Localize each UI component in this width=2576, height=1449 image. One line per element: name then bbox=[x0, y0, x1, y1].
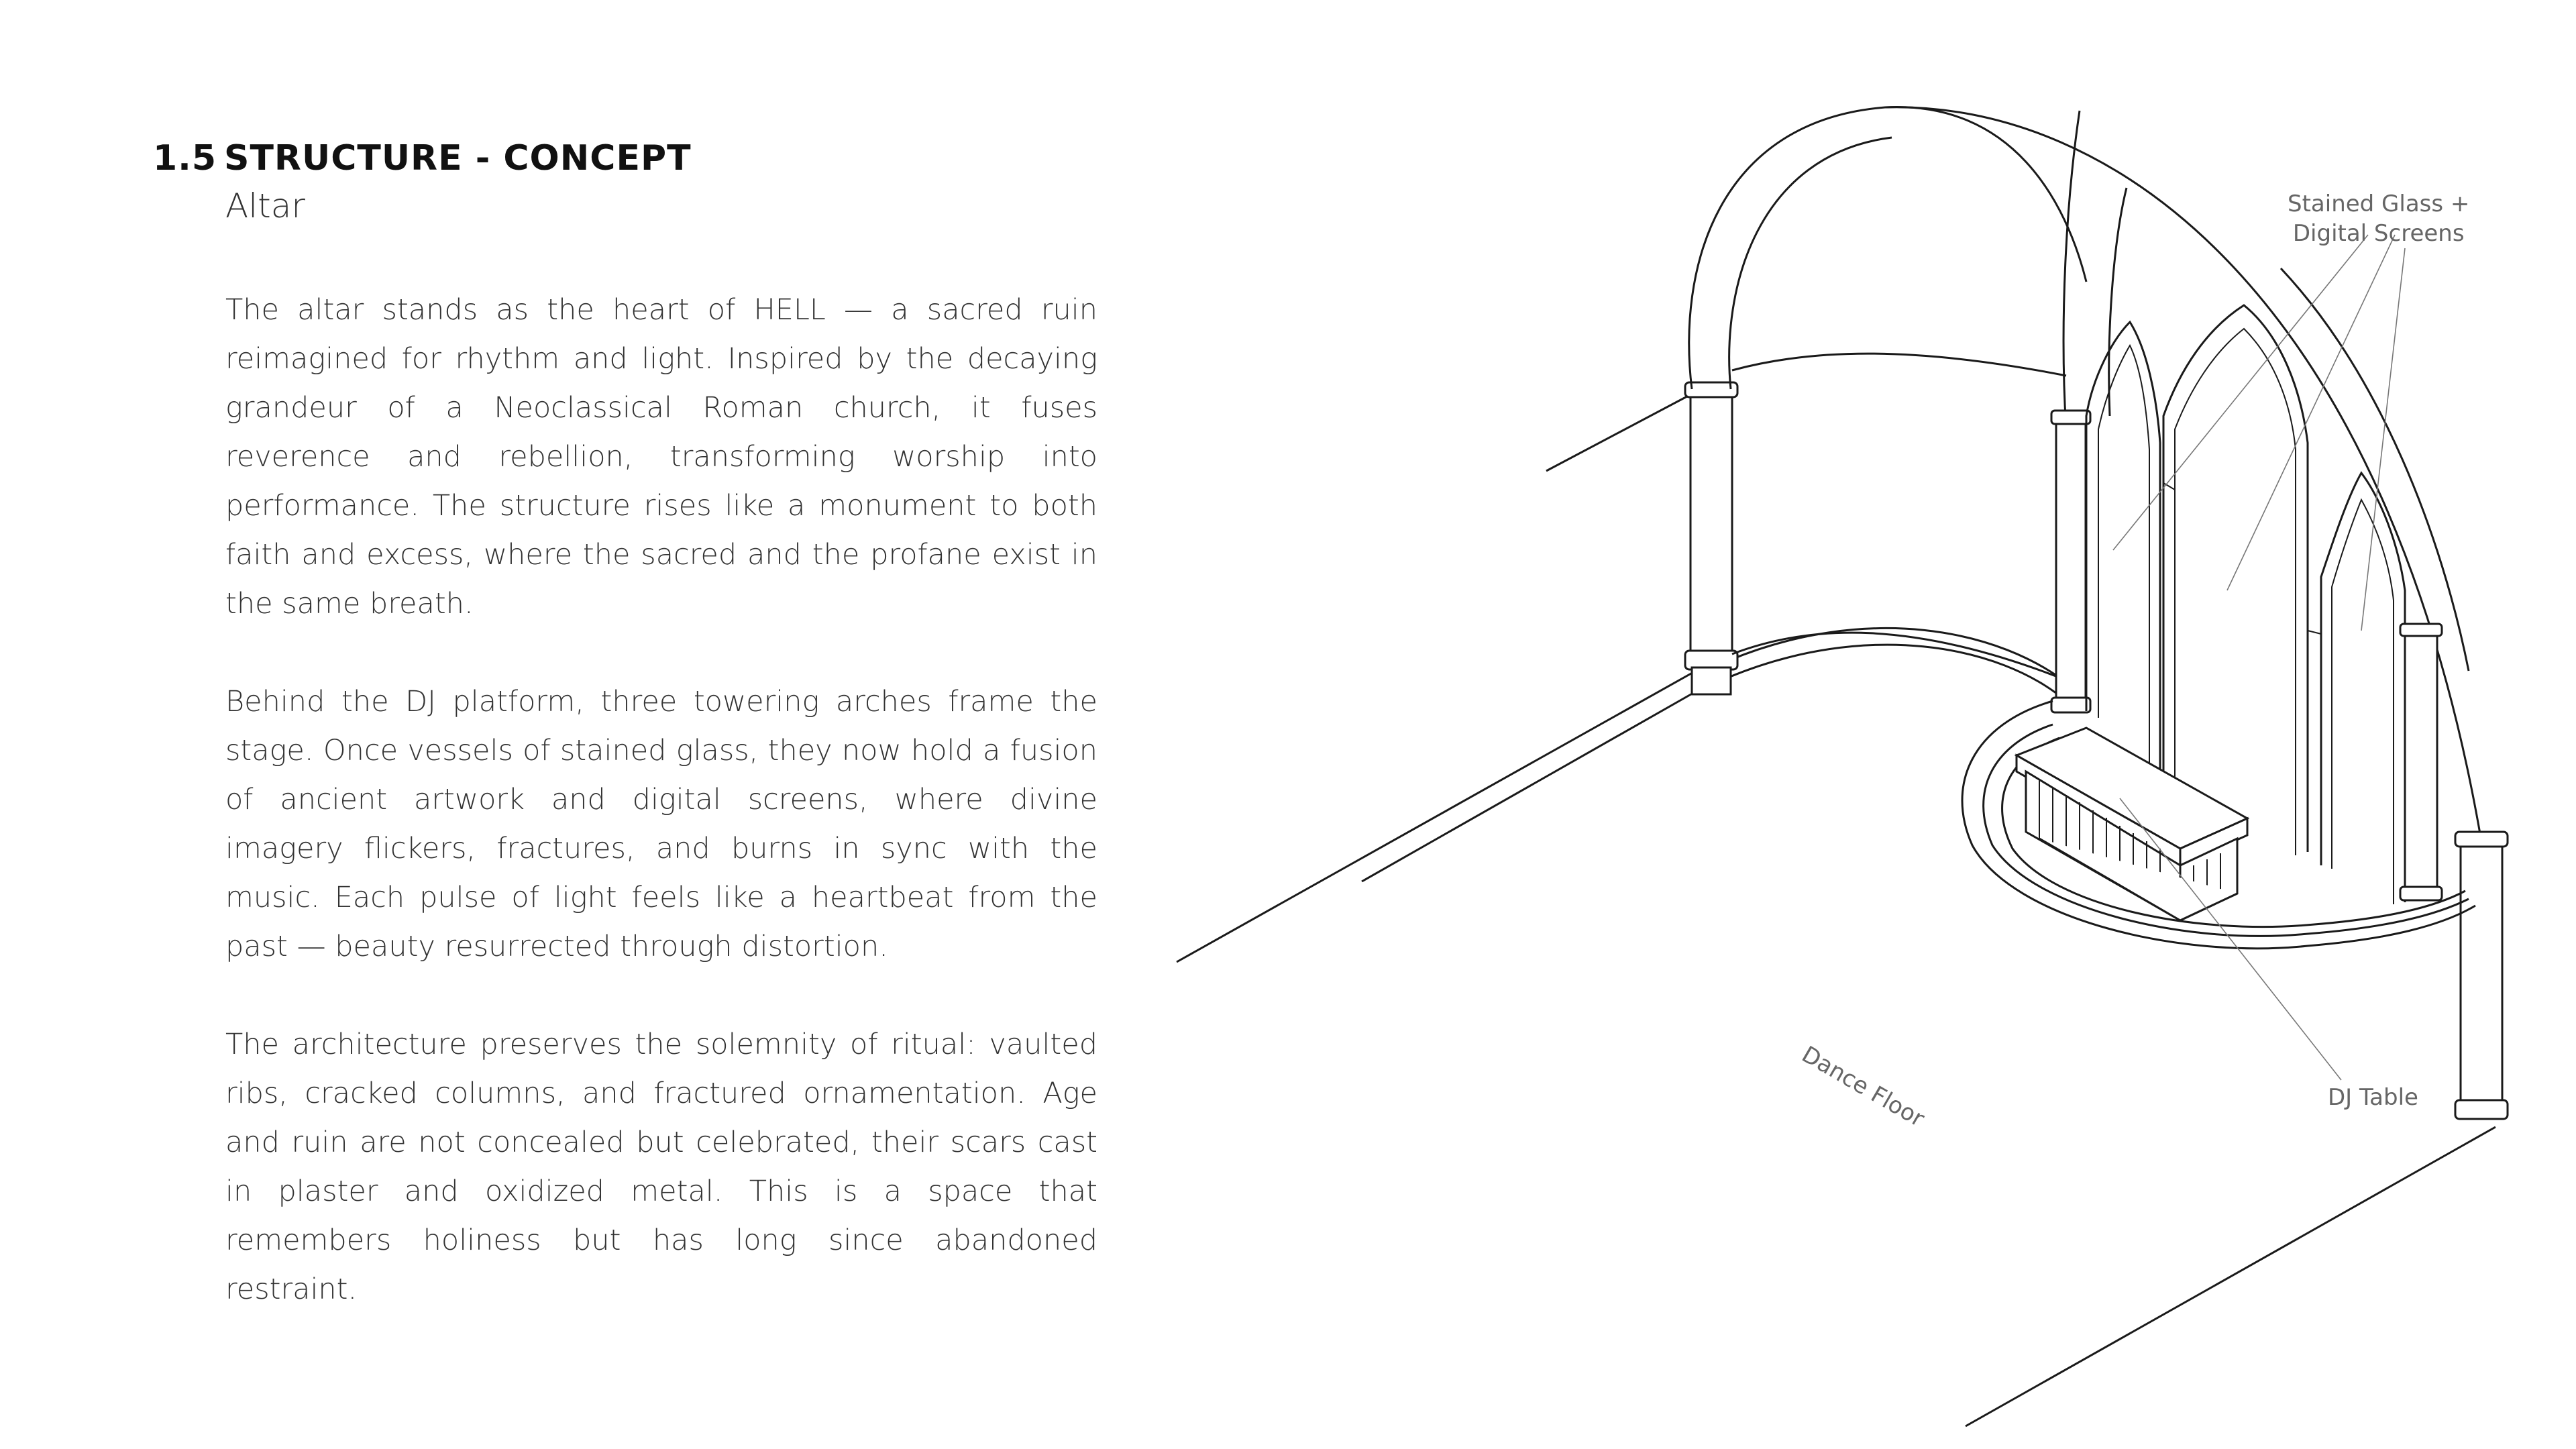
vault-rib-right bbox=[2281, 268, 2469, 671]
pillar-1 bbox=[2056, 416, 2086, 704]
right-column-base bbox=[2455, 1100, 2508, 1119]
pillar-3 bbox=[2405, 631, 2437, 892]
section-title: STRUCTURE - CONCEPT bbox=[224, 138, 692, 178]
paragraph-2: Behind the DJ platform, three towering arches frame the stage. Once vessels of stained glass, they now hold a fusion of ancient artwork and digital screens, where divine imagery flickers, fractures, and burns in sync with the music. Each pulse of light feels like a heartbeat from the past — beauty resurrected through distortion. bbox=[225, 685, 1097, 963]
floor-edge-left bbox=[1177, 671, 1696, 962]
left-column-shaft bbox=[1690, 392, 1732, 654]
left-arch-inner bbox=[1729, 138, 1892, 389]
arch-1-inner bbox=[2098, 345, 2149, 775]
arch-2-inner bbox=[2175, 329, 2296, 855]
apse-floor-curve bbox=[1728, 628, 2073, 688]
floor-edge-right bbox=[1966, 1127, 2496, 1426]
pillar-1-capital bbox=[2051, 411, 2090, 424]
left-column-plinth bbox=[1692, 667, 1731, 694]
vault-rib-mid bbox=[2109, 188, 2127, 416]
label-dj-table: DJ Table bbox=[2328, 1084, 2418, 1111]
right-column-shaft bbox=[2461, 842, 2502, 1104]
pillar-3-capital bbox=[2400, 624, 2442, 636]
leader-arch-3 bbox=[2361, 248, 2405, 631]
right-column bbox=[2455, 832, 2508, 1119]
arch-3-inner bbox=[2332, 500, 2394, 904]
vault-rib-lower bbox=[1732, 354, 2066, 376]
label-dance-floor: Dance Floor bbox=[1797, 1040, 1929, 1133]
right-column-capital bbox=[2455, 832, 2508, 847]
subtitle: Altar bbox=[225, 186, 305, 225]
vault-rib-floor bbox=[1732, 633, 2059, 678]
leader-arch-1 bbox=[2113, 235, 2368, 550]
vault-rib-left bbox=[2063, 111, 2080, 429]
pillar-3-base bbox=[2400, 887, 2442, 900]
dj-table bbox=[2017, 728, 2247, 920]
floor-edge-inner bbox=[1362, 687, 1704, 881]
arch-pillars bbox=[2051, 411, 2090, 712]
label-stained-glass-line1: Stained Glass + bbox=[2288, 191, 2470, 217]
label-stained-glass-line2: Digital Screens bbox=[2292, 220, 2465, 247]
leader-lines bbox=[2113, 235, 2405, 1080]
left-column bbox=[1685, 107, 2086, 694]
arch-2-outer bbox=[2163, 305, 2308, 852]
arch-3-capital-left bbox=[2308, 631, 2321, 634]
floor-lines bbox=[1177, 391, 2496, 1426]
section-number: 1.5 bbox=[153, 138, 217, 178]
arch-3-outer bbox=[2321, 473, 2405, 902]
label-stained-glass bbox=[2288, 189, 2469, 248]
paragraph-3: The architecture preserves the solemnity of ritual: vaulted ribs, cracked columns, and fractured ornamentation. Age and ruin are not concealed but celebrated, their scars cast in plaster and oxidized metal. This is a space that remembers holiness but has long since abandoned restraint. bbox=[225, 1028, 1097, 1306]
back-edge-left bbox=[1546, 391, 1697, 471]
pillar-1-base bbox=[2051, 698, 2090, 712]
paragraph-1: The altar stands as the heart of HELL — a sacred ruin reimagined for rhythm and light. Inspired by the decaying grandeur of a Neoclassical Roman church, it fuses reverence and rebellion, transforming worship into performance. The structure rises like a monument to both faith and excess, where the sacred and the profane exist in the same breath. bbox=[225, 293, 1097, 621]
